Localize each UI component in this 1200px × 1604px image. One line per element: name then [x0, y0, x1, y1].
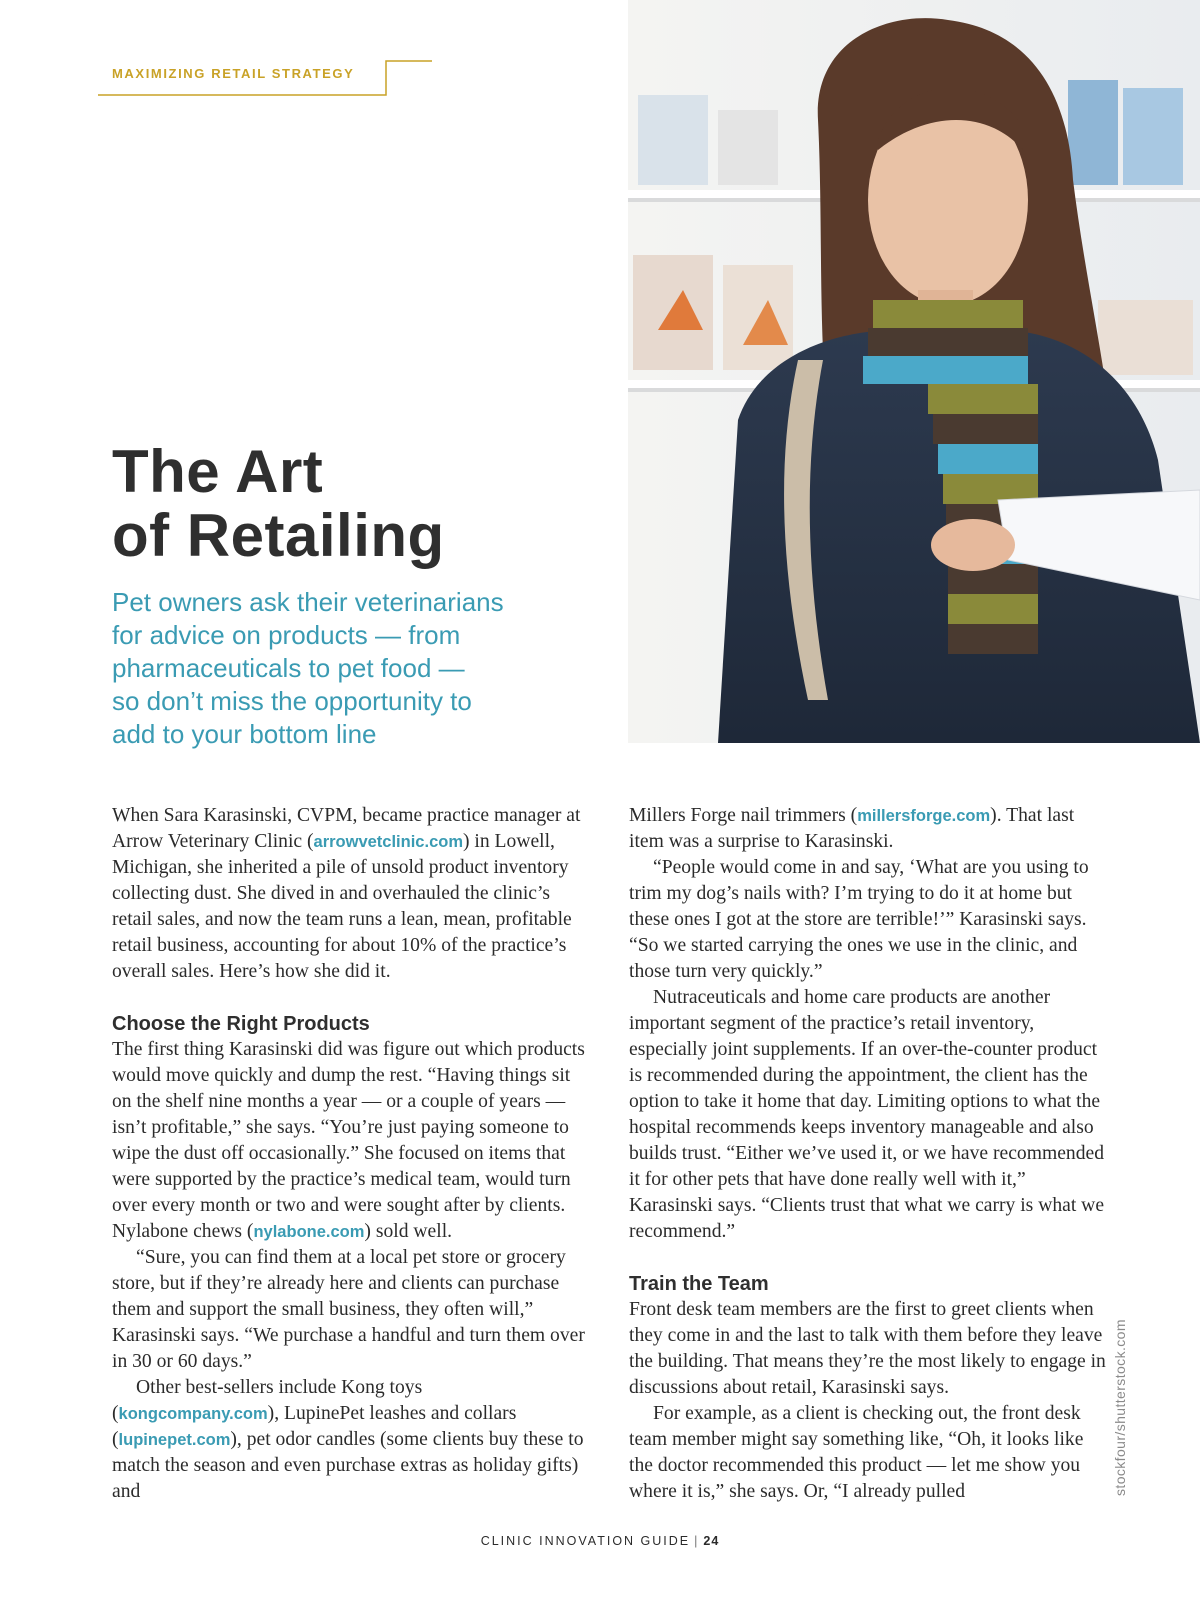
body-paragraph: “People would come in and say, ‘What are you using to trim my dog’s nails with? I’m trying to do it at home but these ones I got at the store are terrible!’” Karasinski says. “So we started carrying the ones we use in the clinic, and those turn very quickly.” [629, 857, 1089, 982]
article-title-line-2: of Retailing [112, 502, 445, 569]
arrowvetclinic-link[interactable]: arrowvetclinic.com [313, 833, 463, 851]
millersforge-link[interactable]: millersforge.com [857, 807, 991, 825]
body-column-left [112, 803, 592, 1505]
section-tag: MAXIMIZING RETAIL STRATEGY [112, 66, 355, 81]
deck-line: so don’t miss the opportunity to [112, 686, 472, 716]
publication-name: CLINIC INNOVATION GUIDE [480, 1534, 691, 1548]
article-deck [112, 586, 612, 751]
subhead-choose-products: Choose the Right Products [112, 1013, 370, 1035]
body-column-right [629, 803, 1109, 1505]
body-paragraph: The first thing Karasinski did was figure out which products would move quickly and dump the rest. “Having things sit on the shelf nine months a year — or a couple of years — isn’t profitable,” she says. “You’re just paying someone to wipe the dust off occasionally.” She focused on items that were supported by the practice’s medical team, would turn over every month or two and were sought after by clients. Nylabone chews (nylabone.com) sold well. [112, 1039, 585, 1242]
body-paragraph: Front desk team members are the first to greet clients when they come in and the last to talk with them before they leave the building. That means they’re the most likely to engage in discussions about retail, Karasinski says. [629, 1299, 1106, 1398]
lupinepet-link[interactable]: lupinepet.com [118, 1431, 231, 1449]
deck-line: add to your bottom line [112, 719, 377, 749]
body-paragraph: Other best-sellers include Kong toys (kongcompany.com), LupinePet leashes and collars (lupinepet.com), pet odor candles (some clients buy these to match the season and even purchase extras as holiday gifts) and [112, 1377, 584, 1502]
kongcompany-link[interactable]: kongcompany.com [118, 1405, 268, 1423]
page-footer [0, 1534, 1200, 1548]
deck-line: for advice on products — from [112, 620, 461, 650]
body-paragraph: Nutraceuticals and home care products are another important segment of the practice’s retail inventory, especially joint supplements. If an over-the-counter product is recommended during the appointment, the client has the option to take it home that day. Limiting options to what the hospital recommends keeps inventory manageable and also builds trust. “Either we’ve used it, or we have recommended it for other pets that have done really well with it,” Karasinski says. “Clients trust that what we carry is what we recommend.” [629, 987, 1105, 1242]
deck-line: pharmaceuticals to pet food — [112, 653, 465, 683]
article-title [112, 440, 612, 568]
subhead-train-team: Train the Team [629, 1273, 769, 1295]
footer-separator: | [694, 1534, 700, 1548]
body-paragraph: When Sara Karasinski, CVPM, became practice manager at Arrow Veterinary Clinic (arrowvetclinic.com) in Lowell, Michigan, she inherited a pile of unsold product inventory collecting dust. She dived in and overhauled the clinic’s retail sales, and now the team runs a lean, mean, profitable retail business, accounting for about 10% of the practice’s overall sales. Here’s how she did it. [112, 805, 581, 982]
article-title-line-1: The Art [112, 438, 324, 505]
hero-photo [628, 0, 1200, 743]
photo-credit-wrap [1112, 1296, 1132, 1496]
body-paragraph: “Sure, you can find them at a local pet store or grocery store, but if they’re already here and clients can purchase them and support the small business, they often will,” Karasinski says. “We purchase a handful and turn them over in 30 or 60 days.” [112, 1247, 585, 1372]
page-number: 24 [703, 1534, 720, 1548]
deck-line: Pet owners ask their veterinarians [112, 587, 504, 617]
body-paragraph: Millers Forge nail trimmers (millersforge.com). That last item was a surprise to Karasinski. [629, 805, 1075, 852]
body-paragraph: For example, as a client is checking out, the front desk team member might say something like, “Oh, it looks like the doctor recommended this product — let me show you where it is,” she says. Or, “I already pulled [629, 1403, 1084, 1502]
nylabone-link[interactable]: nylabone.com [253, 1223, 365, 1241]
photo-credit: stockfour/shutterstock.com [1112, 1319, 1128, 1496]
